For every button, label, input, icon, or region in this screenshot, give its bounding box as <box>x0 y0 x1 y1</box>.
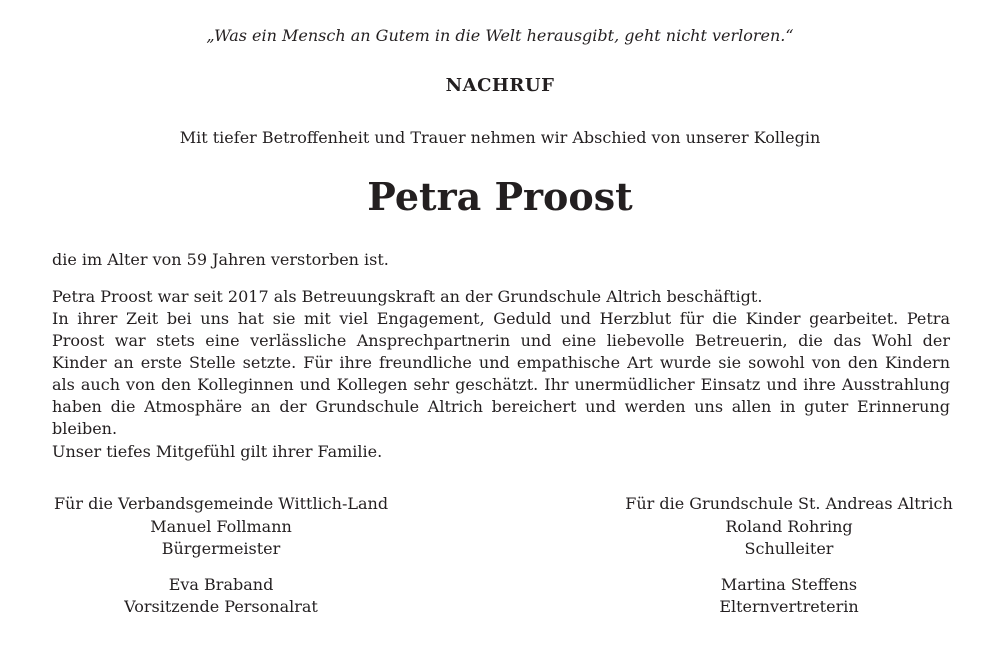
signature-role: Elternvertreterin <box>719 597 859 616</box>
signature-person: Manuel Follmann <box>150 516 292 536</box>
heading: NACHRUF <box>445 75 555 96</box>
intro-text: Mit tiefer Betroffenheit und Trauer nehmen wir Abschied von unserer Kollegin <box>179 128 821 147</box>
body-line: als auch von den Kolleginnen und Kollegen sehr geschätzt. Ihr unermüdlicher Einsatz und ihre Ausstrahlung <box>52 375 950 394</box>
body-paragraph <box>52 286 950 438</box>
signature-role: Vorsitzende Personalrat <box>124 597 318 616</box>
signature-org: Für die Verbandsgemeinde Wittlich-Land <box>53 494 389 513</box>
body-line: Proost war stets eine verlässliche Ansprechpartnerin und eine liebevolle Betreuerin, die das Wohl der <box>52 331 950 350</box>
body-line: Kinder an erste Stelle setzte. Für ihre freundliche und empathische Art wurde sie sowohl von den Kindern <box>52 353 950 372</box>
body-line: haben die Atmosphäre an der Grundschule Altrich bereichert und werden uns allen in guter Erinnerung bleiben. <box>52 397 950 438</box>
closing-line: Unser tiefes Mitgefühl gilt ihrer Familie. <box>52 442 383 461</box>
signature-role: Bürgermeister <box>161 539 281 558</box>
signature-right <box>579 493 999 619</box>
deceased-name: Petra Proost <box>367 174 633 219</box>
signature-person: Martina Steffens <box>720 574 858 594</box>
signature-org: Für die Grundschule St. Andreas Altrich <box>625 494 953 513</box>
signature-person: Roland Rohring <box>725 516 853 536</box>
body-line: In ihrer Zeit bei uns hat sie mit viel Engagement, Geduld und Herzblut für die Kinder gearbeitet. Petra <box>52 309 950 328</box>
age-line: die im Alter von 59 Jahren verstorben ist. <box>52 250 389 269</box>
body-line: Petra Proost war seit 2017 als Betreuungskraft an der Grundschule Altrich beschäftigt. <box>52 287 763 306</box>
epigraph-quote: „Was ein Mensch an Gutem in die Welt herausgibt, geht nicht verloren.“ <box>206 26 794 45</box>
signature-role: Schulleiter <box>744 539 834 558</box>
signature-person: Eva Braband <box>168 574 274 594</box>
signature-left <box>11 493 431 619</box>
